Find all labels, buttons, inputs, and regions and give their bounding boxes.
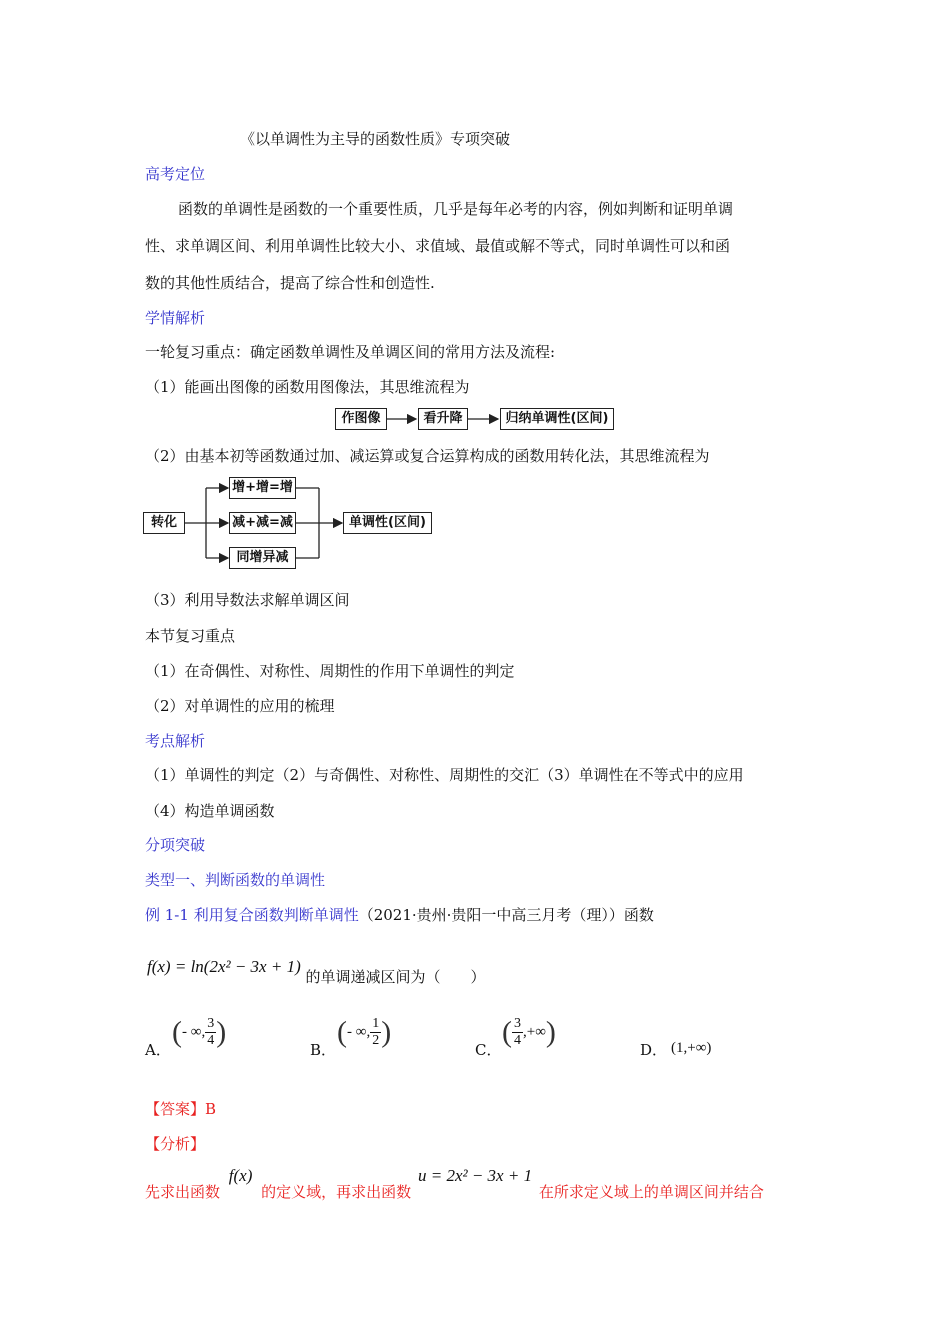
answer: 【答案】B — [145, 1100, 217, 1118]
flow1-step-conclude: 归纳单调性(区间) — [500, 408, 614, 430]
method-2: （2）由基本初等函数通过加、减运算或复合运算构成的函数用转化法，其思维流程为 — [145, 447, 710, 465]
option-c-den: 4 — [514, 1033, 521, 1049]
option-d-interval: (1,+∞) — [671, 1040, 712, 1056]
intro-line-1: 函数的单调性是函数的一个重要性质，几乎是每年必考的内容，例如判断和证明单调 — [178, 200, 734, 218]
example-label: 例 1-1 利用复合函数判断单调性 — [145, 906, 359, 924]
flow2-end: 单调性(区间) — [343, 512, 432, 534]
option-a-den: 4 — [207, 1033, 215, 1049]
option-a-interval: (- ∞, $\frac{3}{4}$ ) — [172, 1015, 227, 1049]
flow2-branch-inc: 增+增=增 — [229, 477, 296, 499]
flow2-branch-composite: 同增异减 — [229, 547, 296, 569]
option-a-label: A． — [145, 1041, 171, 1059]
analysis-label: 【分析】 — [145, 1135, 206, 1153]
analysis-part-1: 先求出函数 — [145, 1183, 221, 1201]
section-heading-fenxiang: 分项突破 — [145, 836, 206, 854]
kaodian-line-2: （4）构造单调函数 — [145, 802, 275, 820]
question-tail: 的单调递减区间为（ ） — [305, 968, 486, 986]
focus-item-2: （2）对单调性的应用的梳理 — [145, 697, 335, 715]
review-point: 一轮复习重点：确定函数单调性及单调区间的常用方法及流程: — [145, 343, 556, 361]
option-b-interval: (- ∞, $\frac{1}{2}$ ) — [337, 1015, 392, 1049]
section-focus: 本节复习重点 — [145, 627, 236, 645]
option-c-label: C． — [475, 1041, 502, 1059]
section-heading-gaokao: 高考定位 — [145, 165, 206, 183]
section-heading-kaodian: 考点解析 — [145, 732, 206, 750]
analysis-part-2: 的定义域，再求出函数 — [261, 1183, 412, 1201]
section-heading-xueqing: 学情解析 — [145, 309, 206, 327]
flow2-branch-dec: 减+减=减 — [229, 512, 296, 534]
option-b-den: 2 — [372, 1033, 380, 1049]
method-3: （3）利用导数法求解单调区间 — [145, 591, 350, 609]
intro-line-3: 数的其他性质结合，提高了综合性和创造性. — [145, 274, 435, 292]
example-1-1 — [145, 905, 654, 925]
option-b-label: B． — [310, 1041, 337, 1059]
option-a-num: 3 — [207, 1016, 215, 1032]
function-expression: f(x) = ln(2x² − 3x + 1) — [147, 957, 301, 976]
option-c-right: ,+∞ — [523, 1024, 546, 1040]
type-1-heading: 类型一、判断函数的单调性 — [145, 871, 326, 889]
intro-line-2: 性、求单调区间、利用单调性比较大小、求值域、最值或解不等式，同时单调性可以和函 — [145, 237, 731, 255]
flow2-start: 转化 — [143, 512, 185, 534]
method-1: （1）能画出图像的函数用图像法，其思维流程为 — [145, 378, 470, 396]
analysis-u-expr: u = 2x² − 3x + 1 — [417, 1166, 533, 1185]
example-source: （2021·贵州·贵阳一中高三月考（理））函数 — [358, 906, 654, 924]
flow1-step-draw-graph: 作图像 — [335, 408, 387, 430]
analysis-text — [145, 1166, 764, 1201]
flow1-step-observe: 看升降 — [418, 408, 468, 430]
kaodian-line-1: （1）单调性的判定（2）与奇偶性、对称性、周期性的交汇（3）单调性在不等式中的应用 — [145, 766, 744, 784]
analysis-fx: f(x) — [228, 1166, 253, 1185]
option-c-interval: ( $\frac{3}{4}$ ,+∞) — [502, 1015, 556, 1049]
option-b-left: - ∞, — [347, 1024, 371, 1040]
option-b-num: 1 — [372, 1016, 380, 1032]
option-c-num: 3 — [514, 1016, 521, 1032]
focus-item-1: （1）在奇偶性、对称性、周期性的作用下单调性的判定 — [145, 662, 515, 680]
page-title: 《以单调性为主导的函数性质》专项突破 — [240, 130, 511, 148]
analysis-part-3: 在所求定义域上的单调区间并结合 — [538, 1183, 764, 1201]
option-d-label: D． — [640, 1041, 668, 1059]
question-line — [147, 957, 486, 986]
option-a-left: - ∞, — [182, 1024, 206, 1040]
